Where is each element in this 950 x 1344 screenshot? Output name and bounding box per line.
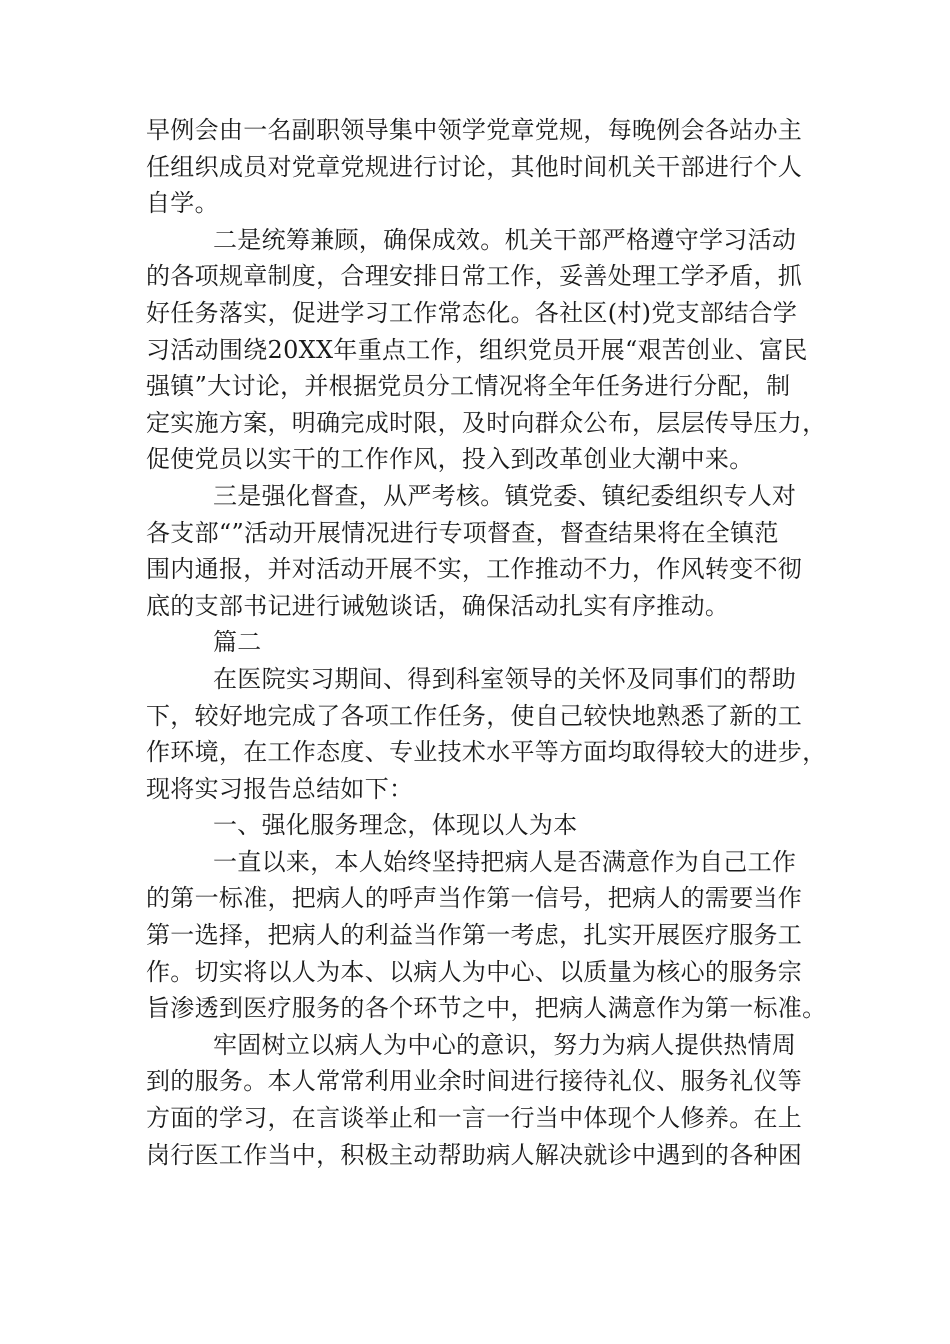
text-line: 强镇”大讨论，并根据党员分工情况将全年任务进行分配，制	[146, 372, 791, 401]
text-line: 方面的学习，在言谈举止和一言一行当中体现个人修养。在上	[146, 1104, 803, 1133]
paragraph-first-line: 三是强化督查，从严考核。镇党委、镇纪委组织专人对	[213, 481, 797, 510]
document-body	[146, 112, 827, 1173]
text-line: 围内通报，并对活动开展不实，工作推动不力，作风转变不彻	[146, 555, 803, 584]
text-line: 定实施方案，明确完成时限，及时向群众公布，层层传导压力，	[146, 408, 827, 437]
paragraph-first-line: 在医院实习期间、得到科室领导的关怀及同事们的帮助	[213, 664, 797, 693]
text-line: 促使党员以实干的工作作风，投入到改革创业大潮中来。	[146, 445, 754, 474]
text-line: 好任务落实，促进学习工作常态化。各社区(村)党支部结合学	[146, 298, 798, 327]
text-line: 作环境，在工作态度、专业技术水平等方面均取得较大的进步，	[146, 738, 827, 767]
text-line: 习活动围绕20XX年重点工作，组织党员开展“艰苦创业、富民	[146, 335, 808, 364]
text-line: 底的支部书记进行诫勉谈话，确保活动扎实有序推动。	[146, 591, 730, 620]
text-line: 的第一标准，把病人的呼声当作第一信号，把病人的需要当作	[146, 884, 803, 913]
paragraph-first-line: 一直以来，本人始终坚持把病人是否满意作为自己工作	[213, 847, 797, 876]
text-line: 下，较好地完成了各项工作任务，使自己较快地熟悉了新的工	[146, 701, 803, 730]
paragraph-first-line: 牢固树立以病人为中心的意识，努力为病人提供热情周	[213, 1030, 797, 1059]
text-line: 现将实习报告总结如下：	[146, 774, 414, 803]
text-line: 早例会由一名副职领导集中领学党章党规，每晚例会各站办主	[146, 116, 803, 144]
paragraph-first-line: 二是统筹兼顾，确保成效。机关干部严格遵守学习活动	[213, 225, 797, 254]
text-line: 的各项规章制度，合理安排日常工作，妥善处理工学矛盾，抓	[146, 262, 803, 291]
text-line: 任组织成员对党章党规进行讨论，其他时间机关干部进行个人	[146, 152, 803, 181]
text-line: 旨渗透到医疗服务的各个环节之中，把病人满意作为第一标准。	[146, 994, 827, 1023]
text-line: 岗行医工作当中，积极主动帮助病人解决就诊中遇到的各种困	[146, 1140, 803, 1169]
text-line: 自学。	[146, 189, 219, 218]
text-line: 第一选择，把病人的利益当作第一考虑，扎实开展医疗服务工	[146, 921, 803, 950]
section-heading: 篇二	[213, 628, 262, 657]
text-line: 各支部“”活动开展情况进行专项督查，督查结果将在全镇范	[146, 518, 779, 547]
text-line: 到的服务。本人常常利用业余时间进行接待礼仪、服务礼仪等	[146, 1067, 803, 1096]
subsection-heading: 一、强化服务理念，体现以人为本	[213, 811, 578, 840]
text-line: 作。切实将以人为本、以病人为中心、以质量为核心的服务宗	[146, 957, 803, 986]
